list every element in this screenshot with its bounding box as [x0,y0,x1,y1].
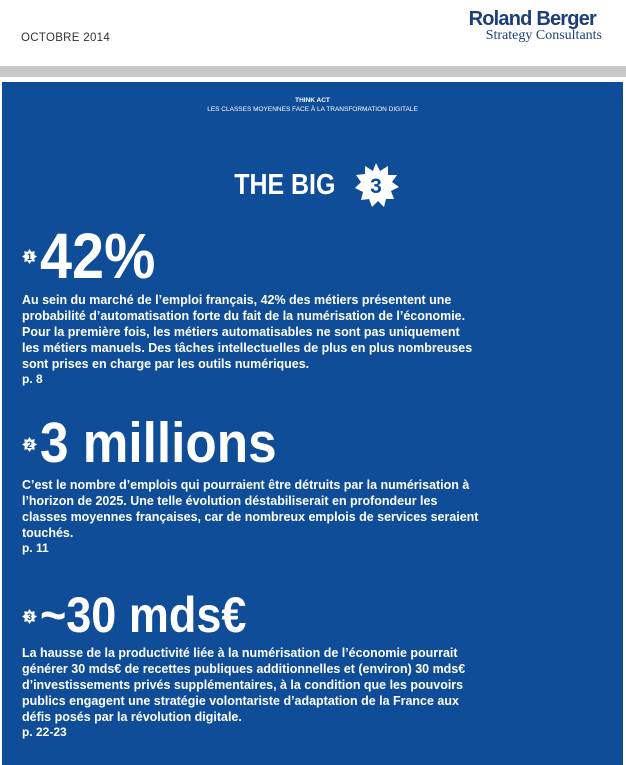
report-date: OCTOBRE 2014 [21,32,111,44]
stat-figure: 42% [40,220,156,292]
page-reference: p. 8 [22,372,43,386]
badge-icon [22,609,37,624]
header-divider [0,66,626,77]
stat-description [22,477,588,541]
description-line: La hausse de la productivité liée à la numérisation de l’économie pourrait [22,645,458,660]
brand-subtitle: Strategy Consultants [485,28,602,43]
page-reference: p. 11 [22,541,49,555]
description-line: défis posés par la révolution digitale. [22,709,242,724]
badge-number: 3 [26,612,33,622]
description-line: C’est le nombre d’emplois qui pourraient être détruits par la numérisation à [22,477,470,492]
big-title [2,162,623,202]
badge-icon [22,437,37,452]
description-line: d’investissements privés supplémentaires, à la condition que les pouvoirs [22,677,464,692]
big-title-number: 3 [370,175,383,198]
description-line: classes moyennes françaises, car de nombreux emplois de services seraient [22,509,479,524]
stat-description [22,292,588,372]
page-header [0,0,626,64]
description-line: probabilité d’automatisation forte du fait de la numérisation de l’économie. [22,308,466,323]
description-line: publics engagent une stratégie volontariste d’adaptation de la France aux [22,693,459,708]
content-panel [2,82,623,765]
stat-item-2 [22,411,612,556]
description-line: l’horizon de 2025. Une telle évolution déstabiliserait en profondeur les [22,493,438,508]
brand-logo: Roland Berger [468,8,596,30]
stat-item-3 [22,587,612,740]
description-line: touchés. [22,525,74,540]
badge-number: 2 [26,440,33,450]
description-line: sont prises en charge par les outils numériques. [22,356,310,371]
description-line: Au sein du marché de l’emploi français, 42% des métiers présentent une [22,292,452,307]
starburst-icon [353,162,399,208]
kicker-report-title: LES CLASSES MOYENNES FACE À LA TRANSFORMATION DIGITALE [207,106,418,113]
kicker [2,96,623,114]
stat-figure: ~30 mds€ [40,587,247,643]
page-reference: p. 22-23 [22,725,67,739]
description-line: générer 30 mds€ de recettes publiques additionnelles et (environ) 30 mds€ [22,661,466,676]
badge-number: 1 [26,252,33,262]
description-line: les métiers manuels. Des tâches intellectuelles de plus en plus nombreuses [22,340,473,355]
stat-description [22,645,588,725]
big-title-text: THE BIG [233,169,336,201]
kicker-series: THINK ACT [295,97,330,104]
stat-figure: 3 millions [40,411,277,475]
badge-icon [22,249,37,264]
description-line: Pour la première fois, les métiers automatisables ne sont pas uniquement [22,324,460,339]
stat-item-1 [22,220,612,387]
